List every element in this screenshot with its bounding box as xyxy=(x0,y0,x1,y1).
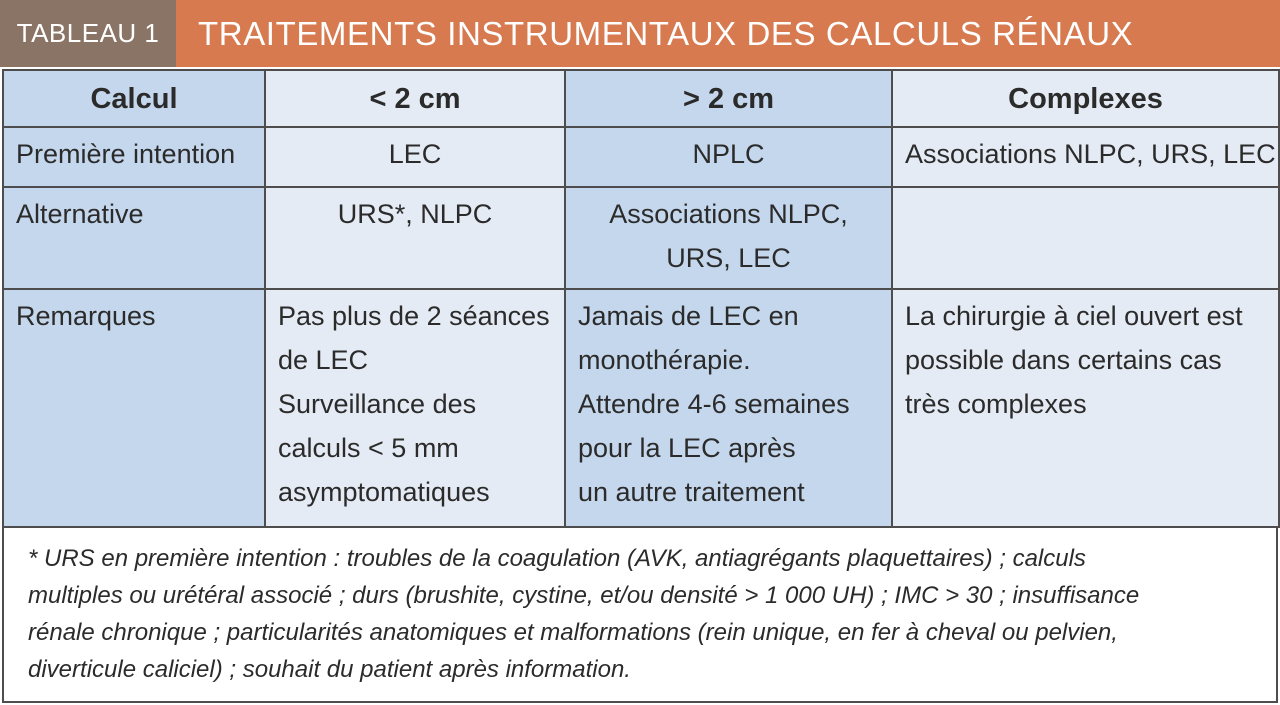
row-label: Remarques xyxy=(3,289,265,527)
cell-line: Pas plus de 2 séances xyxy=(278,301,550,331)
footnote-line: rénale chronique ; particularités anatomiques et malformations (rein unique, en fer à cheval ou pelvien, xyxy=(28,619,1118,646)
row-label: Première intention xyxy=(3,127,265,187)
treatment-table xyxy=(2,69,1280,528)
table-cell-empty xyxy=(892,187,1279,289)
table-cell xyxy=(265,289,565,527)
table-header-row xyxy=(3,70,1279,127)
footnote-line: diverticule caliciel) ; souhait du patient après information. xyxy=(28,656,631,683)
cell-line: URS*, NLPC xyxy=(337,199,493,229)
cell-line: pour la LEC après xyxy=(578,433,796,463)
table-row xyxy=(3,127,1279,187)
cell-line: possible dans certains cas xyxy=(905,345,1222,375)
table-number-tag: TABLEAU 1 xyxy=(0,0,176,67)
table-footnote xyxy=(2,526,1278,703)
footnote-line: multiples ou urétéral associé ; durs (brushite, cystine, et/ou densité > 1 000 UH) ; IMC > 30 ; insuffisance xyxy=(28,582,1140,609)
cell-line: très complexes xyxy=(905,389,1087,419)
table-cell xyxy=(265,187,565,289)
cell-line: asymptomatiques xyxy=(278,477,490,507)
table-cell xyxy=(265,127,565,187)
table-header xyxy=(0,0,1280,67)
row-label: Alternative xyxy=(3,187,265,289)
column-header-more-2cm: > 2 cm xyxy=(565,70,892,127)
table-title: TRAITEMENTS INSTRUMENTAUX DES CALCULS RÉNAUX xyxy=(176,0,1280,67)
cell-line: LEC xyxy=(388,139,442,169)
table-cell xyxy=(565,289,892,527)
cell-line: Surveillance des xyxy=(278,389,477,419)
table-cell xyxy=(892,127,1279,187)
footnote-line: * URS en première intention : troubles de la coagulation (AVK, antiagrégants plaquettaires) ; calculs xyxy=(28,545,1086,572)
cell-line: NPLC xyxy=(692,139,765,169)
table-row xyxy=(3,289,1279,527)
cell-line: monothérapie. xyxy=(578,345,751,375)
table-cell xyxy=(565,127,892,187)
cell-line: La chirurgie à ciel ouvert est xyxy=(905,301,1243,331)
column-header-less-2cm: < 2 cm xyxy=(265,70,565,127)
table-cell xyxy=(565,187,892,289)
table-row xyxy=(3,187,1279,289)
cell-line: de LEC xyxy=(278,345,369,375)
cell-line: Jamais de LEC en xyxy=(578,301,799,331)
cell-line: URS, LEC xyxy=(666,243,791,273)
cell-line: un autre traitement xyxy=(578,477,805,507)
cell-line: Attendre 4-6 semaines xyxy=(578,389,850,419)
cell-line: calculs < 5 mm xyxy=(278,433,459,463)
cell-line: Associations NLPC, xyxy=(609,199,848,229)
table-cell xyxy=(892,289,1279,527)
cell-line: Associations NLPC, URS, LEC xyxy=(905,139,1276,169)
column-header-calcul: Calcul xyxy=(3,70,265,127)
column-header-complexes: Complexes xyxy=(892,70,1279,127)
